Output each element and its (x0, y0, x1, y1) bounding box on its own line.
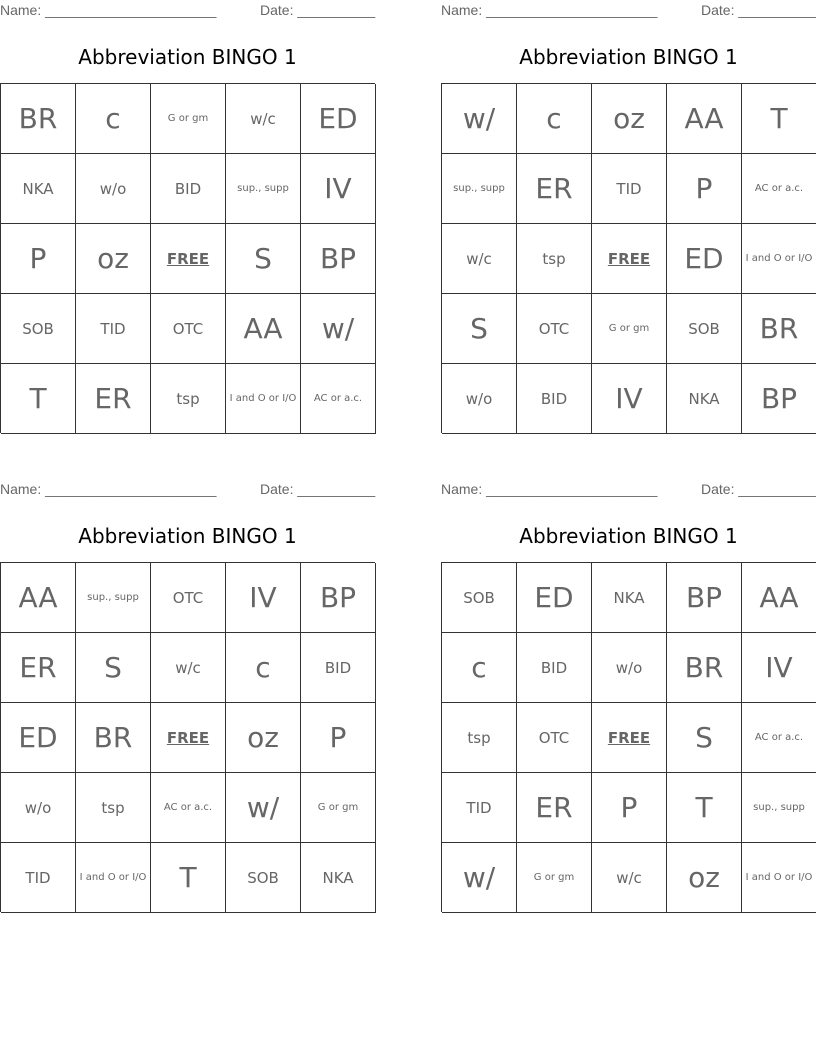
bingo-cell: ER (517, 773, 592, 843)
bingo-cell: tsp (151, 364, 226, 434)
bingo-cell: I and O or I/O (742, 843, 816, 913)
bingo-cell: BID (517, 364, 592, 434)
bingo-cell: tsp (442, 703, 517, 773)
bingo-cell: I and O or I/O (226, 364, 301, 434)
bingo-cell: c (76, 84, 151, 154)
bingo-cell: w/ (226, 773, 301, 843)
bingo-cell: oz (226, 703, 301, 773)
bingo-cell: BID (517, 633, 592, 703)
bingo-cell: G or gm (151, 84, 226, 154)
bingo-cell: P (592, 773, 667, 843)
bingo-cell: NKA (301, 843, 376, 913)
bingo-cell: AC or a.c. (151, 773, 226, 843)
bingo-cell: SOB (442, 563, 517, 633)
bingo-cell: IV (742, 633, 816, 703)
bingo-cell: TID (76, 294, 151, 364)
bingo-cell: G or gm (517, 843, 592, 913)
bingo-cell: AC or a.c. (301, 364, 376, 434)
bingo-cell: BP (301, 224, 376, 294)
bingo-grid (0, 562, 375, 912)
bingo-cell: G or gm (592, 294, 667, 364)
date-field: Date: __________ (701, 481, 816, 497)
card-header (0, 0, 376, 22)
bingo-grid (441, 83, 816, 433)
bingo-cell: BID (151, 154, 226, 224)
bingo-cell: P (301, 703, 376, 773)
bingo-cell: AA (742, 563, 816, 633)
bingo-cell: BID (301, 633, 376, 703)
bingo-cell: IV (592, 364, 667, 434)
bingo-cell: w/o (76, 154, 151, 224)
bingo-cell: ER (517, 154, 592, 224)
bingo-cell: w/c (151, 633, 226, 703)
name-field: Name: ______________________ (0, 2, 217, 18)
card-title: Abbreviation BINGO 1 (519, 524, 738, 548)
bingo-cell: BR (742, 294, 816, 364)
bingo-cell: S (226, 224, 301, 294)
bingo-cell: oz (592, 84, 667, 154)
bingo-cell: oz (76, 224, 151, 294)
bingo-cell: ER (1, 633, 76, 703)
bingo-cell: T (151, 843, 226, 913)
card-title: Abbreviation BINGO 1 (78, 45, 297, 69)
bingo-cell: T (1, 364, 76, 434)
bingo-cell: w/o (1, 773, 76, 843)
bingo-cell: NKA (1, 154, 76, 224)
bingo-cell: OTC (151, 294, 226, 364)
date-field: Date: __________ (260, 2, 376, 18)
bingo-cell: w/c (442, 224, 517, 294)
bingo-cell: S (442, 294, 517, 364)
bingo-cell: sup., supp (76, 563, 151, 633)
card-header (441, 0, 816, 22)
bingo-cell: T (667, 773, 742, 843)
bingo-card-1 (0, 0, 376, 415)
bingo-cell: w/ (442, 843, 517, 913)
bingo-cell: I and O or I/O (742, 224, 816, 294)
name-field: Name: ______________________ (0, 481, 217, 497)
bingo-cell: w/ (301, 294, 376, 364)
bingo-cell: TID (1, 843, 76, 913)
card-title: Abbreviation BINGO 1 (78, 524, 297, 548)
bingo-cell: AA (1, 563, 76, 633)
free-space-cell: FREE (151, 224, 226, 294)
bingo-cell: AA (667, 84, 742, 154)
bingo-card-4 (441, 479, 816, 894)
name-field: Name: ______________________ (441, 481, 658, 497)
bingo-cell: tsp (76, 773, 151, 843)
date-field: Date: __________ (260, 481, 376, 497)
bingo-cell: ED (517, 563, 592, 633)
bingo-cell: ED (301, 84, 376, 154)
bingo-cell: BP (667, 563, 742, 633)
bingo-cell: BR (76, 703, 151, 773)
bingo-cell: TID (442, 773, 517, 843)
bingo-cell: tsp (517, 224, 592, 294)
name-field: Name: ______________________ (441, 2, 658, 18)
bingo-cell: sup., supp (442, 154, 517, 224)
bingo-cell: OTC (517, 294, 592, 364)
bingo-cell: sup., supp (226, 154, 301, 224)
bingo-grid (441, 562, 816, 912)
bingo-cell: w/o (592, 633, 667, 703)
free-space-cell: FREE (151, 703, 226, 773)
bingo-cell: SOB (226, 843, 301, 913)
bingo-cell: OTC (151, 563, 226, 633)
bingo-cell: AC or a.c. (742, 703, 816, 773)
card-title: Abbreviation BINGO 1 (519, 45, 738, 69)
free-space-cell: FREE (592, 703, 667, 773)
bingo-cell: c (442, 633, 517, 703)
bingo-cell: BR (1, 84, 76, 154)
bingo-cell: P (1, 224, 76, 294)
bingo-cell: I and O or I/O (76, 843, 151, 913)
card-header (441, 479, 816, 501)
date-field: Date: __________ (701, 2, 816, 18)
bingo-cell: ER (76, 364, 151, 434)
bingo-cell: ED (667, 224, 742, 294)
bingo-cell: S (667, 703, 742, 773)
bingo-cell: S (76, 633, 151, 703)
bingo-cell: NKA (667, 364, 742, 434)
bingo-cell: IV (226, 563, 301, 633)
bingo-cell: TID (592, 154, 667, 224)
bingo-cell: T (742, 84, 816, 154)
bingo-cell: SOB (1, 294, 76, 364)
bingo-cell: NKA (592, 563, 667, 633)
free-space-cell: FREE (592, 224, 667, 294)
bingo-cell: sup., supp (742, 773, 816, 843)
bingo-cell: w/ (442, 84, 517, 154)
bingo-card-3 (0, 479, 376, 894)
bingo-cell: G or gm (301, 773, 376, 843)
bingo-cell: BR (667, 633, 742, 703)
bingo-cell: IV (301, 154, 376, 224)
bingo-cell: oz (667, 843, 742, 913)
bingo-cell: BP (301, 563, 376, 633)
bingo-cell: c (517, 84, 592, 154)
bingo-cell: ED (1, 703, 76, 773)
bingo-cell: w/c (226, 84, 301, 154)
bingo-cell: SOB (667, 294, 742, 364)
bingo-cell: AC or a.c. (742, 154, 816, 224)
bingo-cell: AA (226, 294, 301, 364)
bingo-cell: w/o (442, 364, 517, 434)
bingo-card-2 (441, 0, 816, 415)
bingo-grid (0, 83, 375, 433)
bingo-cell: P (667, 154, 742, 224)
bingo-cell: c (226, 633, 301, 703)
card-header (0, 479, 376, 501)
bingo-cell: w/c (592, 843, 667, 913)
bingo-cell: BP (742, 364, 816, 434)
bingo-cell: OTC (517, 703, 592, 773)
